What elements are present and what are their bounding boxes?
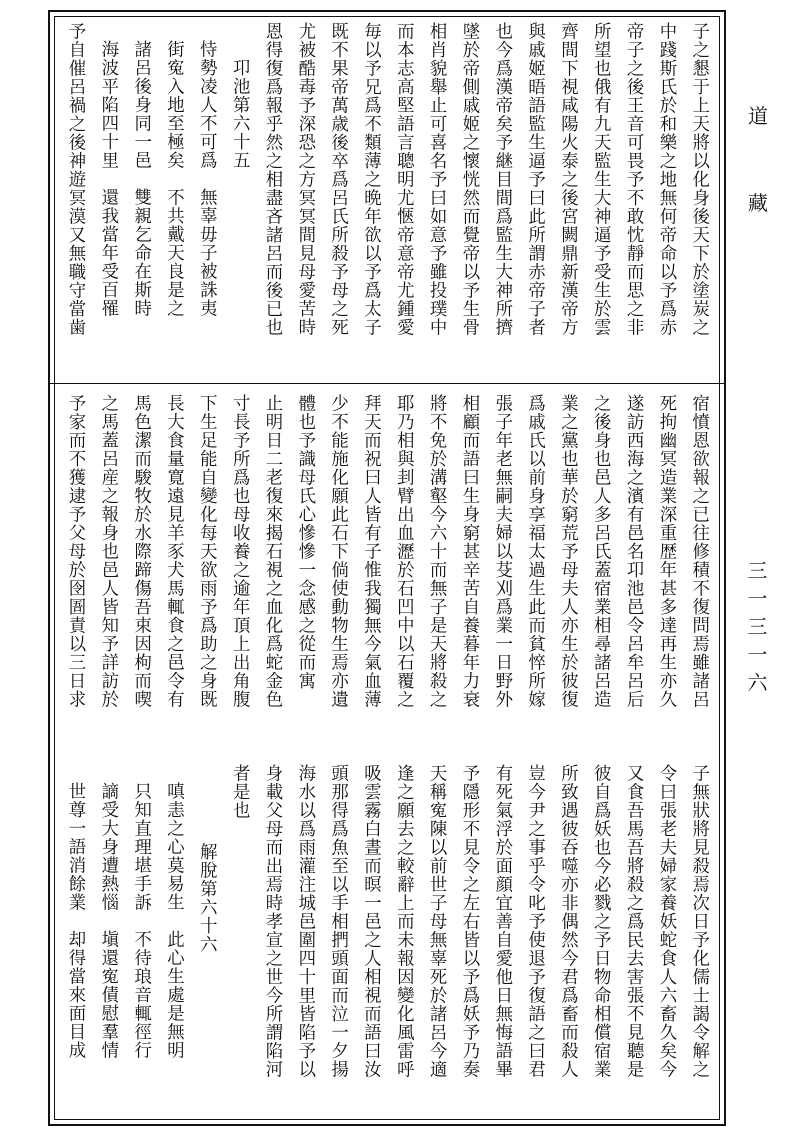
- text-column: 予家而不獲逮予父母於囹圄責以三日求: [65, 394, 85, 709]
- text-column: 子無狀將見殺焉次日予化儒士謁令解之: [688, 764, 709, 1079]
- verse-line: 海波平陷四十里 還我當年受百罹: [97, 40, 118, 318]
- text-column: 相肖貌舉止可喜名予曰如意予雖投璞中: [426, 22, 447, 337]
- text-column: 墜於帝側戚姬之懷恍然而覺帝以予生骨: [458, 22, 479, 337]
- text-column: 彼自爲妖也今必戮之予日物命相償宿業: [590, 764, 611, 1079]
- margin-title: [738, 100, 778, 274]
- text-column: 業之黨也華於窮荒予母夫人亦生於彼復: [557, 394, 578, 709]
- text-column: 者是也: [229, 764, 250, 820]
- text-column: 予自催呂禍之後神遊冥漠又無職守當歯: [65, 22, 85, 337]
- text-column: 齊間下視咸陽火泰之後宮闕鼎新漢帝方: [557, 22, 578, 337]
- text-column: 與戚姬晤語監生逼予曰此所謂赤帝子者: [524, 22, 545, 337]
- text-column: 相顧而語曰生身窮甚辛苦自養暮年力衰: [458, 394, 479, 709]
- text-band-bottom: [60, 764, 714, 1118]
- text-column: 予隱形不見令之左右皆以予爲妖予乃奏: [458, 764, 479, 1079]
- text-column: 止明日二老復來揭石視之血化爲蛇金色: [261, 394, 282, 709]
- text-column: 拜天而祝曰人皆有子惟我獨無今氣血薄: [360, 394, 381, 709]
- text-column: 寸長予所爲也母收養之逾年頂上出角腹: [229, 394, 250, 709]
- verse-line: 恃勢凌人不可爲 無辜毋子被誅夷: [196, 40, 217, 318]
- text-column: 耶乃相與刲臂出血瀝於石凹中以石覆之: [393, 394, 414, 709]
- text-column: 遂訪西海之濱有邑名卭池邑令呂牟呂后: [623, 394, 644, 709]
- page-frame: [48, 10, 726, 1126]
- text-column: 宿憤恩欲報之已往修積不復問焉雖諸呂: [688, 394, 709, 709]
- text-column: 子之懇于上天將以化身後天下於塗炭之: [688, 22, 709, 337]
- text-band-top: [60, 22, 714, 378]
- text-column: 身載父母而出焉時孝宣之世今所謂陷河: [261, 764, 282, 1079]
- text-column: 令曰張老夫婦家養妖蛇食人六畜久矣今: [655, 764, 676, 1079]
- text-column: 既不果帝萬歳後卒爲呂氏所殺予母之死: [327, 22, 348, 337]
- text-column: 也今爲漢帝矣予継目間爲監生大神所擠: [491, 22, 512, 337]
- verse-line: 世尊一語消餘業 却得當來面目成: [65, 782, 85, 1060]
- text-column: 尤被酷毒予深恐之方冥冥間見母愛苦時: [294, 22, 315, 337]
- text-band-middle: [60, 394, 714, 752]
- chapter-heading: 解脫第六十六: [196, 824, 217, 954]
- text-column: 頭那得爲魚至以手相捫頭面而泣一夕揚: [327, 764, 348, 1079]
- text-column: 中踐斯氏於和樂之地無何帝命以予爲赤: [655, 22, 676, 337]
- text-column: 海水以爲雨灌注城邑圍四十里皆陷予以: [294, 764, 315, 1079]
- margin-title-char: 道: [748, 104, 768, 128]
- page-number: 三一三一六: [744, 560, 768, 700]
- text-column: 恩得復爲報乎然之相盡吝諸呂而後已也: [261, 22, 282, 337]
- text-column: 張子年老無嗣夫婦以芟刈爲業一日野外: [491, 394, 512, 709]
- text-column: 而本志高堅語言聰明尤愜帝意帝尤鍾愛: [393, 22, 414, 337]
- text-column: 帝子之後王音可畏予不敢忱靜而思之非: [623, 22, 644, 337]
- text-column: 長大食量寛遠見羊豕犬馬輒食之邑令有: [163, 394, 184, 709]
- text-column: 所望也俄有九天監生大神逼予受生於雲: [590, 22, 611, 337]
- text-column: 將不免於溝壑今六十而無子是天將殺之: [426, 394, 447, 709]
- text-column: 體也予識母氏心慘慘一念感之從而寓: [294, 394, 315, 690]
- band-divider: [50, 383, 724, 384]
- text-column: 爲戚氏以前身享福太過生此而貧悴所嫁: [524, 394, 545, 709]
- text-column: 又食吾馬吾將殺之爲民去害張不見聽是: [623, 764, 644, 1079]
- text-column: 豈今尹之事乎令叱予使退予復語之曰君: [524, 764, 545, 1079]
- verse-line: 諸呂後身同一邑 雙親乞命在斯時: [130, 40, 151, 318]
- verse-line: 街寃入地至極矣 不共戴天良是之: [163, 40, 184, 318]
- chapter-heading: 卭池第六十五: [229, 40, 250, 170]
- text-column: 天稱寃陳以前世子母無辜死於諸呂今適: [426, 764, 447, 1079]
- text-column: 有死氣浮於面顔宜善自愛他日無悔語畢: [491, 764, 512, 1079]
- text-column: 馬色潔而駿牧於水際蹄傷吾束因枸而喫: [130, 394, 151, 709]
- text-column: 下生足能自變化每天欲雨予爲助之身既: [196, 394, 217, 709]
- text-column: 死拘幽冥造業深重歴年甚多達再生亦久: [655, 394, 676, 709]
- margin-title-char: 藏: [748, 191, 768, 215]
- verse-line: 嗔恚之心莫易生 此心生處是無明: [163, 782, 184, 1060]
- text-column: 逢之願去之較辭上而未報因變化風雷呼: [393, 764, 414, 1079]
- text-column: 毎以予兄爲不類薄之晩年欲以予爲太子: [360, 22, 381, 337]
- verse-line: 謫受大身遭熱惱 塡還寃債慰羣情: [97, 782, 118, 1060]
- text-column: 之後身也邑人多呂氏蓋宿業相尋諸呂造: [590, 394, 611, 709]
- text-column: 少不能施化願此石下倘使動物生焉亦遺: [327, 394, 348, 709]
- text-column: 之馬蓋呂産之報身也邑人皆知予詳訪於: [97, 394, 118, 709]
- text-column: 吸雲霧白晝而暝一邑之人相視而語曰汝: [360, 764, 381, 1079]
- text-column: 所致遇彼吞噬亦非偶然今君爲畜而殺人: [557, 764, 578, 1079]
- verse-line: 只知直理堪手訴 不待琅音輒徑行: [130, 782, 151, 1060]
